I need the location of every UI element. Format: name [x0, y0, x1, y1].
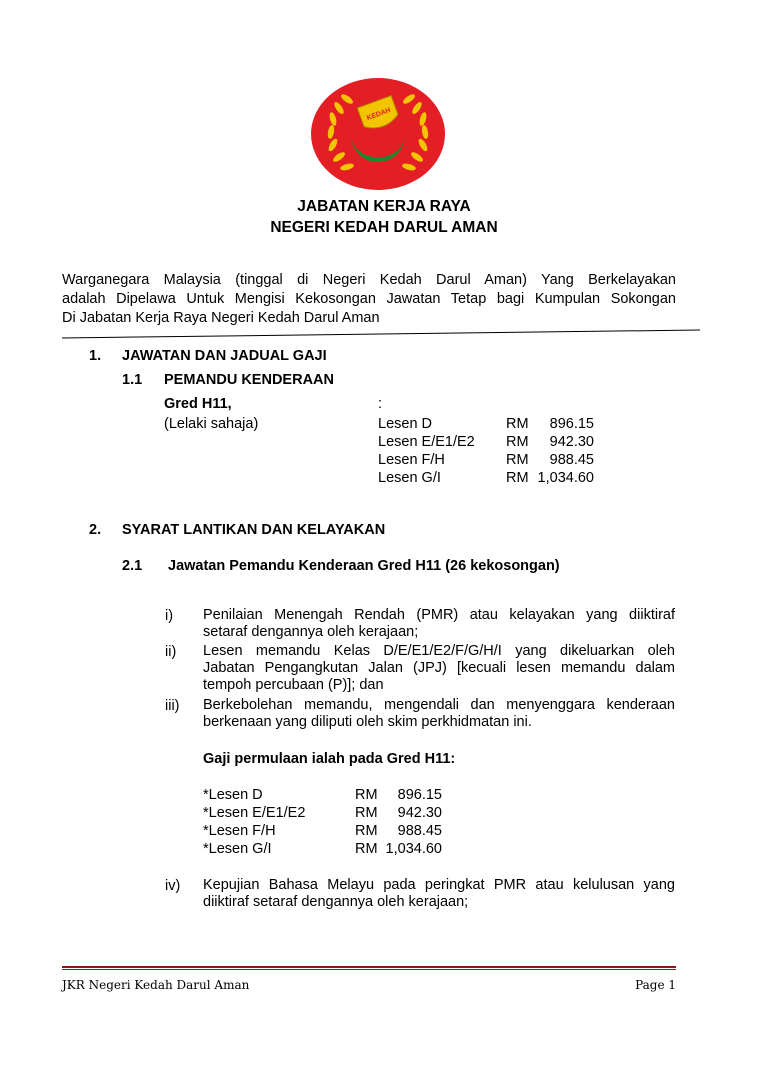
requirement-text — [203, 607, 675, 641]
section1-sub-number: 1.1 — [122, 372, 143, 388]
salary-licence: Lesen D — [378, 416, 433, 432]
grade-colon: : — [378, 396, 383, 412]
section1-title: JAWATAN DAN JADUAL GAJI — [122, 348, 327, 364]
intro-line: adalah Dipelawa Untuk Mengisi Kekosongan Jawatan Tetap bagi Kumpulan Sokongan — [62, 291, 676, 307]
intro-paragraph — [62, 271, 676, 328]
footer-page-number: Page 1 — [635, 978, 676, 992]
requirement-line: Jabatan Pengangkutan Jalan (JPJ) [kecuali lesen memandu dalam — [203, 660, 675, 676]
salary-currency: RM — [506, 434, 529, 450]
requirement-number: iii) — [165, 698, 180, 714]
salary-amount: 988.45 — [549, 452, 594, 468]
footer-left: JKR Negeri Kedah Darul Aman — [62, 978, 250, 992]
salary-licence: Lesen G/I — [378, 470, 441, 486]
section2-sub-title: Jawatan Pemandu Kenderaan Gred H11 (26 kekosongan) — [168, 558, 560, 574]
section2-sub-number: 2.1 — [122, 558, 143, 574]
department-title: JABATAN KERJA RAYA — [297, 198, 471, 215]
requirement-line: diiktiraf setaraf dengannya oleh kerajaan; — [203, 894, 469, 910]
salary-amount: 896.15 — [549, 416, 594, 432]
requirement-text — [203, 877, 675, 911]
salary-licence: Lesen F/H — [378, 452, 445, 468]
starting-salary-licence: *Lesen F/H — [203, 823, 276, 839]
requirement-text — [203, 643, 675, 694]
requirement-line: setaraf dengannya oleh kerajaan; — [203, 624, 419, 640]
starting-salary-amount: 1,034.60 — [385, 841, 442, 857]
state-title: NEGERI KEDAH DARUL AMAN — [270, 219, 498, 236]
section2-number: 2. — [89, 522, 102, 538]
svg-text:KEDAH: KEDAH — [365, 106, 392, 123]
gender-note: (Lelaki sahaja) — [164, 416, 259, 432]
requirement-line: Lesen memandu Kelas D/E/E1/E2/F/G/H/I yang dikeluarkan oleh — [203, 643, 675, 659]
starting-salary-licence: *Lesen D — [203, 787, 263, 803]
salary-amount: 1,034.60 — [537, 470, 594, 486]
salary-currency: RM — [506, 416, 529, 432]
starting-salary-licence: *Lesen E/E1/E2 — [203, 805, 306, 821]
intro-divider — [62, 328, 700, 340]
requirement-number: iv) — [165, 878, 181, 894]
starting-salary-amount: 896.15 — [397, 787, 442, 803]
salary-licence: Lesen E/E1/E2 — [378, 434, 475, 450]
starting-salary-amount: 942.30 — [397, 805, 442, 821]
intro-line: Di Jabatan Kerja Raya Negeri Kedah Darul Aman — [62, 310, 380, 326]
section1-number: 1. — [89, 348, 102, 364]
requirement-text — [203, 697, 675, 731]
salary-currency: RM — [506, 452, 529, 468]
footer-rule — [62, 966, 676, 970]
requirement-line: berkenaan yang diliputi oleh skim perkhidmatan ini. — [203, 714, 532, 730]
section1-sub-title: PEMANDU KENDERAAN — [164, 372, 334, 388]
starting-salary-licence: *Lesen G/I — [203, 841, 272, 857]
starting-salary-amount: 988.45 — [397, 823, 442, 839]
starting-salary-currency: RM — [355, 841, 378, 857]
section2-title: SYARAT LANTIKAN DAN KELAYAKAN — [122, 522, 386, 538]
requirement-number: i) — [165, 608, 174, 624]
kedah-crest-logo — [309, 77, 447, 191]
starting-salary-currency: RM — [355, 823, 378, 839]
starting-salary-title: Gaji permulaan ialah pada Gred H11: — [203, 751, 456, 767]
requirement-line: Penilaian Menengah Rendah (PMR) atau kelayakan yang diiktiraf — [203, 607, 675, 623]
requirement-line: tempoh percubaan (P)]; dan — [203, 677, 384, 693]
salary-currency: RM — [506, 470, 529, 486]
starting-salary-currency: RM — [355, 805, 378, 821]
requirement-line: Berkebolehan memandu, mengendali dan menyenggara kenderaan — [203, 697, 675, 713]
requirement-number: ii) — [165, 644, 177, 660]
salary-amount: 942.30 — [549, 434, 594, 450]
requirement-line: Kepujian Bahasa Melayu pada peringkat PMR atau kelulusan yang — [203, 877, 675, 893]
grade-label: Gred H11, — [164, 396, 232, 412]
starting-salary-currency: RM — [355, 787, 378, 803]
intro-line: Warganegara Malaysia (tinggal di Negeri Kedah Darul Aman) Yang Berkelayakan — [62, 272, 676, 288]
